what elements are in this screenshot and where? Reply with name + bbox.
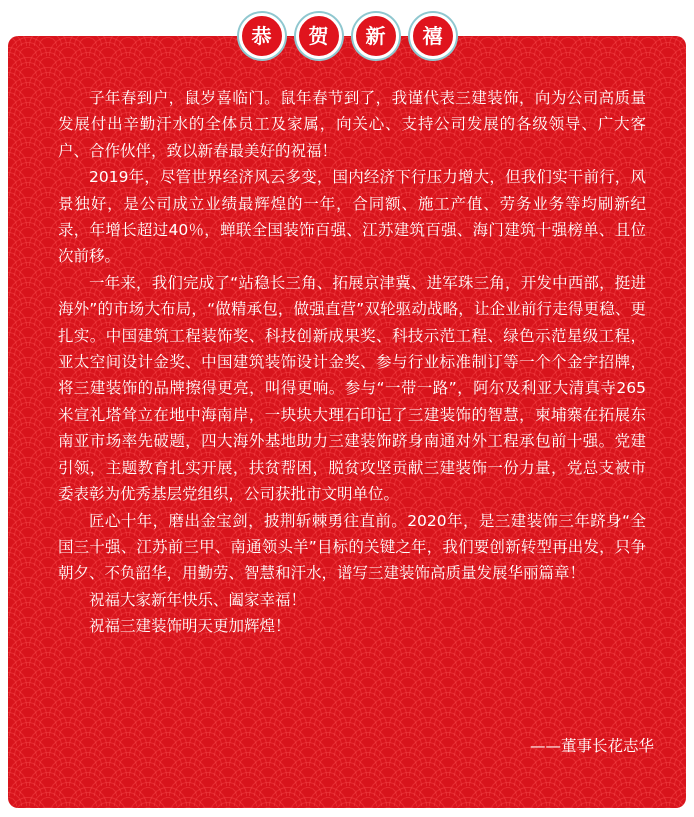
title-badge: 禧 bbox=[410, 13, 456, 59]
paragraph: 祝福大家新年快乐、阖家幸福！ bbox=[89, 590, 307, 609]
title-badge: 贺 bbox=[296, 13, 342, 59]
signature: ——董事长花志华 bbox=[529, 737, 654, 755]
title-badge: 恭 bbox=[239, 13, 285, 59]
paragraph: 2019年，尽管世界经济风云多变，国内经济下行压力增大，但我们实干前行，风景独好，是公司成立业绩最辉煌的一年，合同额、施工产值、劳务业务等均刷新纪录，年增长超过40％，蝉联全国装饰百强、江苏建筑百强、海门建筑十强榜单、且位次前移。 bbox=[58, 168, 646, 266]
paragraph: 匠心十年，磨出金宝剑，披荆斩棘勇往直前。2020年，是三建装饰三年跻身“全国三十强、江苏前三甲、南通领头羊”目标的关键之年，我们要创新转型再出发，只争朝夕、不负韶华，用勤劳、智慧和汗水，谱写三建装饰高质量发展华丽篇章！ bbox=[58, 511, 646, 583]
title-badges bbox=[0, 13, 694, 59]
title-badge: 新 bbox=[353, 13, 399, 59]
paragraph: 子年春到户，鼠岁喜临门。鼠年春节到了，我谨代表三建装饰，向为公司高质量发展付出辛勤汗水的全体员工及家属，向关心、支持公司发展的各级领导、广大客户、合作伙伴，致以新春最美好的祝福！ bbox=[58, 89, 646, 160]
letter-body bbox=[58, 55, 646, 640]
paragraph: 一年来，我们完成了“站稳长三角、拓展京津冀、进军珠三角，开发中西部，挺进海外”的市场大布局，“做精承包，做强直营”双轮驱动战略，让企业前行走得更稳、更扎实。中国建筑工程装饰奖、科技创新成果奖、科技示范工程、绿色示范星级工程，亚太空间设计金奖、中国建筑装饰设计金奖、参与行业标准制订等一个个金字招牌，将三建装饰的品牌擦得更亮，叫得更响。参与“一带一路”，阿尔及利亚大清真寺265米宣礼塔耸立在地中海南岸，一块块大理石印记了三建装饰的智慧，柬埔寨在拓展东南亚市场率先破题，四大海外基地助力三建装饰跻身南通对外工程承包前十强。党建引领，主题教育扎实开展，扶贫帮困，脱贫攻坚贡献三建装饰一份力量，党总支被市委表彰为优秀基层党组织，公司获批市文明单位。 bbox=[58, 273, 646, 504]
paragraph: 祝福三建装饰明天更加辉煌！ bbox=[89, 617, 291, 636]
